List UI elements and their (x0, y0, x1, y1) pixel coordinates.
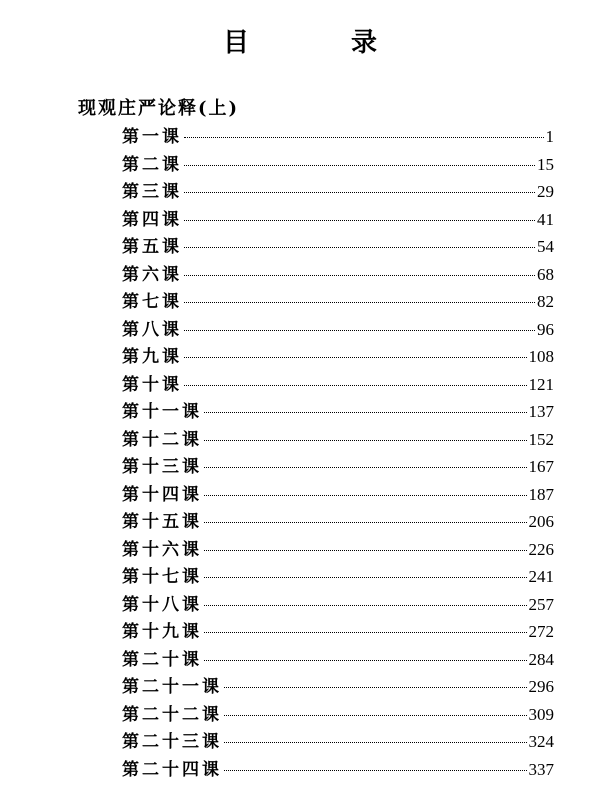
toc-entry-label: 第二十一课 (122, 677, 222, 697)
dot-leader (204, 660, 527, 661)
toc-entry-label: 第二十课 (122, 649, 202, 670)
toc-entry-label: 第二十四课 (122, 759, 222, 780)
toc-entry[interactable] (122, 480, 554, 508)
dot-leader (184, 357, 527, 358)
toc-entry[interactable] (122, 397, 554, 425)
dot-leader (224, 742, 527, 743)
dot-leader (204, 550, 527, 551)
dot-leader (224, 687, 527, 688)
toc-entry[interactable] (122, 562, 554, 590)
toc-entry-page-number: 15 (537, 154, 554, 174)
toc-entry-page-number: 337 (528, 759, 554, 779)
toc-entry-page-number: 137 (528, 402, 554, 421)
toc-entry-page-number: 284 (528, 649, 554, 669)
toc-entry-page-number: 152 (528, 429, 554, 449)
toc-entry[interactable] (122, 260, 554, 288)
toc-entry-label: 第一课 (122, 127, 182, 147)
toc-entry-page-number: 167 (528, 457, 554, 476)
dot-leader (204, 412, 527, 413)
section-heading: 现观庄严论释(上) (78, 98, 240, 119)
toc-entry-label: 第二十二课 (122, 704, 222, 725)
dot-leader (204, 632, 527, 633)
dot-leader (184, 302, 535, 303)
toc-entry-label: 第六课 (122, 264, 182, 285)
toc-entry[interactable] (122, 452, 554, 480)
dot-leader (204, 522, 527, 523)
dot-leader (184, 275, 535, 276)
toc-entry-label: 第四课 (122, 209, 182, 230)
dot-leader (204, 577, 527, 578)
toc-entry-label: 第八课 (122, 319, 182, 340)
toc-entry[interactable] (122, 425, 554, 453)
dot-leader (204, 440, 527, 441)
toc-entry[interactable] (122, 122, 554, 150)
toc-entry-label: 第十八课 (122, 594, 202, 615)
dot-leader (184, 247, 535, 248)
toc-entry-page-number: 68 (537, 264, 554, 284)
dot-leader (224, 715, 527, 716)
toc-entry-page-number: 226 (528, 539, 554, 559)
toc-entry-label: 第十一课 (122, 402, 202, 422)
toc-entry-label: 第十五课 (122, 512, 202, 532)
dot-leader (184, 330, 535, 331)
toc-entry-label: 第十六课 (122, 539, 202, 560)
dot-leader (184, 165, 535, 166)
toc-entry-page-number: 187 (528, 484, 554, 504)
toc-entry[interactable] (122, 177, 554, 205)
toc-entry[interactable] (122, 672, 554, 700)
dot-leader (184, 137, 544, 138)
toc-entry[interactable] (122, 342, 554, 370)
toc-entry[interactable] (122, 755, 554, 783)
toc-entry[interactable] (122, 645, 554, 673)
page-title: 目 录 (222, 28, 415, 58)
toc-entry-label: 第十七课 (122, 567, 202, 587)
toc-entry[interactable] (122, 370, 554, 398)
toc-entry[interactable] (122, 535, 554, 563)
toc-entry-label: 第五课 (122, 237, 182, 257)
toc-entry-label: 第十二课 (122, 429, 202, 450)
toc-entry-page-number: 309 (528, 704, 554, 724)
toc-entry[interactable] (122, 232, 554, 260)
toc-entry[interactable] (122, 700, 554, 728)
toc-entry-page-number: 241 (528, 567, 554, 586)
dot-leader (184, 385, 527, 386)
toc-entry-page-number: 272 (528, 622, 554, 641)
dot-leader (184, 192, 535, 193)
dot-leader (204, 495, 527, 496)
toc-entry[interactable] (122, 287, 554, 315)
toc-entry[interactable] (122, 315, 554, 343)
toc-entry-page-number: 41 (537, 209, 554, 229)
dot-leader (224, 770, 527, 771)
toc-entry-page-number: 29 (537, 182, 554, 201)
toc-entry-label: 第十三课 (122, 457, 202, 477)
toc-entry-label: 第十四课 (122, 484, 202, 505)
toc-entry-label: 第十课 (122, 374, 182, 395)
toc-entry-label: 第十九课 (122, 622, 202, 642)
toc-entry-page-number: 1 (545, 127, 554, 146)
toc-entry-page-number: 54 (537, 237, 554, 256)
toc-entry[interactable] (122, 617, 554, 645)
toc-entry-label: 第九课 (122, 347, 182, 367)
toc-entry[interactable] (122, 150, 554, 178)
toc-entry-page-number: 324 (528, 732, 554, 751)
toc-entry-page-number: 257 (528, 594, 554, 614)
toc-list (122, 122, 554, 782)
toc-entry-page-number: 82 (537, 292, 554, 311)
toc-entry[interactable] (122, 727, 554, 755)
toc-entry[interactable] (122, 507, 554, 535)
toc-entry-label: 第三课 (122, 182, 182, 202)
dot-leader (204, 467, 527, 468)
toc-entry-page-number: 121 (528, 374, 554, 394)
toc-entry-label: 第二十三课 (122, 732, 222, 752)
toc-entry-label: 第二课 (122, 154, 182, 175)
toc-entry-label: 第七课 (122, 292, 182, 312)
toc-entry[interactable] (122, 590, 554, 618)
toc-entry-page-number: 108 (528, 347, 554, 366)
dot-leader (204, 605, 527, 606)
dot-leader (184, 220, 535, 221)
toc-entry[interactable] (122, 205, 554, 233)
toc-entry-page-number: 96 (537, 319, 554, 339)
toc-entry-page-number: 206 (528, 512, 554, 531)
toc-entry-page-number: 296 (528, 677, 554, 696)
